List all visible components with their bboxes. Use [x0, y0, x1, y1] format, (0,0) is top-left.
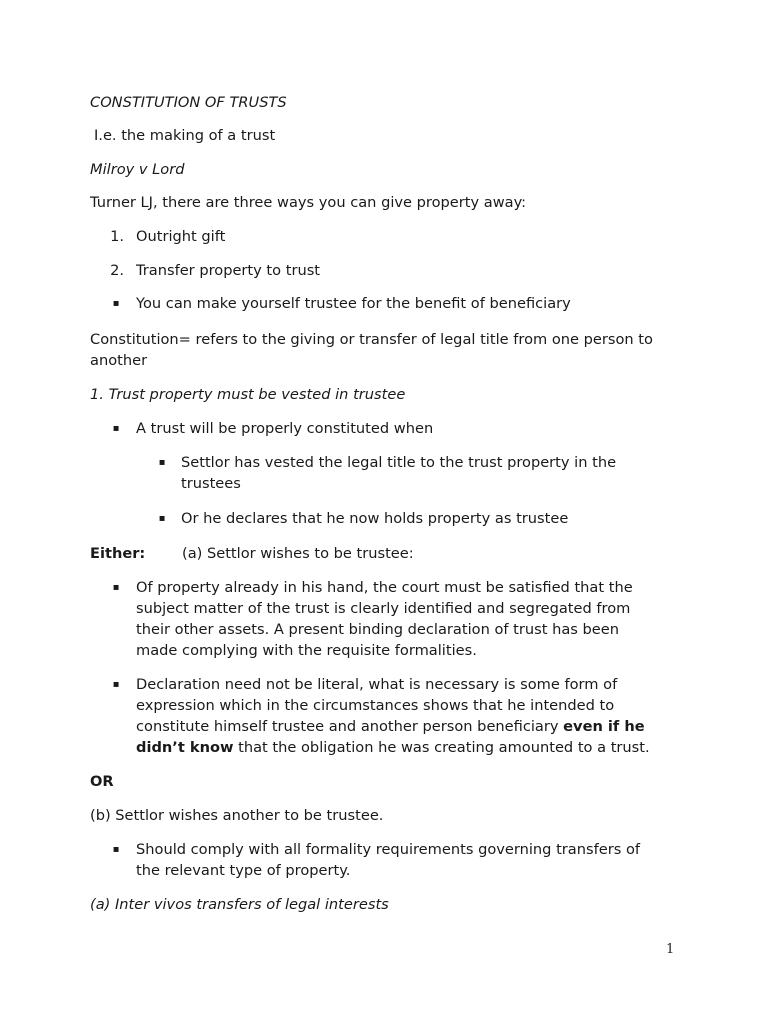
list-number: 1. [110, 228, 124, 245]
list-item-text: You can make yourself trustee for the benefit of beneficiary [136, 295, 571, 312]
list-number: 2. [110, 262, 124, 279]
list-item-text: Settlor has vested the legal title to the trust property in the trustees [181, 454, 617, 492]
list-item-text: Or he declares that he now holds property as trustee [181, 510, 569, 527]
intro-paragraph: Turner LJ, there are three ways you can give property away: [90, 194, 527, 211]
list-item-text: Should comply with all formality requirements governing transfers of the relevant type of property. [136, 841, 641, 879]
bullet-icon: ▪ [158, 513, 166, 524]
list-item-text: Transfer property to trust [136, 262, 321, 279]
document-subtitle: I.e. the making of a trust [94, 127, 276, 144]
page-number: 1 [666, 942, 675, 957]
bullet-icon: ▪ [158, 457, 166, 468]
declaration-text-end: that the obligation he was creating amounted to a trust. [233, 739, 650, 756]
bullet-icon: ▪ [112, 582, 120, 593]
constitution-definition: Constitution= refers to the giving or transfer of legal title from one person to another [90, 331, 653, 369]
section-heading: (a) Inter vivos transfers of legal interests [90, 896, 389, 913]
document-title: CONSTITUTION OF TRUSTS [90, 94, 287, 111]
bullet-icon: ▪ [112, 679, 120, 690]
section-heading: 1. Trust property must be vested in trustee [90, 386, 406, 403]
declaration-text: Declaration need not be literal, what is necessary is some form of expression which in the circumstances shows that he intended to constitute himself trustee and another person beneficiary [136, 676, 618, 735]
bullet-icon: ▪ [112, 844, 120, 855]
either-label: Either: [90, 545, 146, 562]
option-b-heading: (b) Settlor wishes another to be trustee. [90, 807, 384, 824]
list-item-text: A trust will be properly constituted when [136, 420, 434, 437]
emphasis-text: even if he didn’t know [136, 718, 645, 756]
bullet-icon: ▪ [112, 298, 120, 309]
or-label: OR [90, 773, 114, 790]
bullet-icon: ▪ [112, 423, 120, 434]
option-a-heading: (a) Settlor wishes to be trustee: [182, 545, 414, 562]
case-name: Milroy v Lord [90, 161, 185, 178]
list-item-text: Of property already in his hand, the court must be satisfied that the subject matter of the trust is clearly identified and segregated from their other assets. A present binding declaration of trust has been made complying with the requisite formalities. [136, 579, 633, 659]
list-item-text: Outright gift [136, 228, 226, 245]
list-item-text [136, 674, 671, 758]
